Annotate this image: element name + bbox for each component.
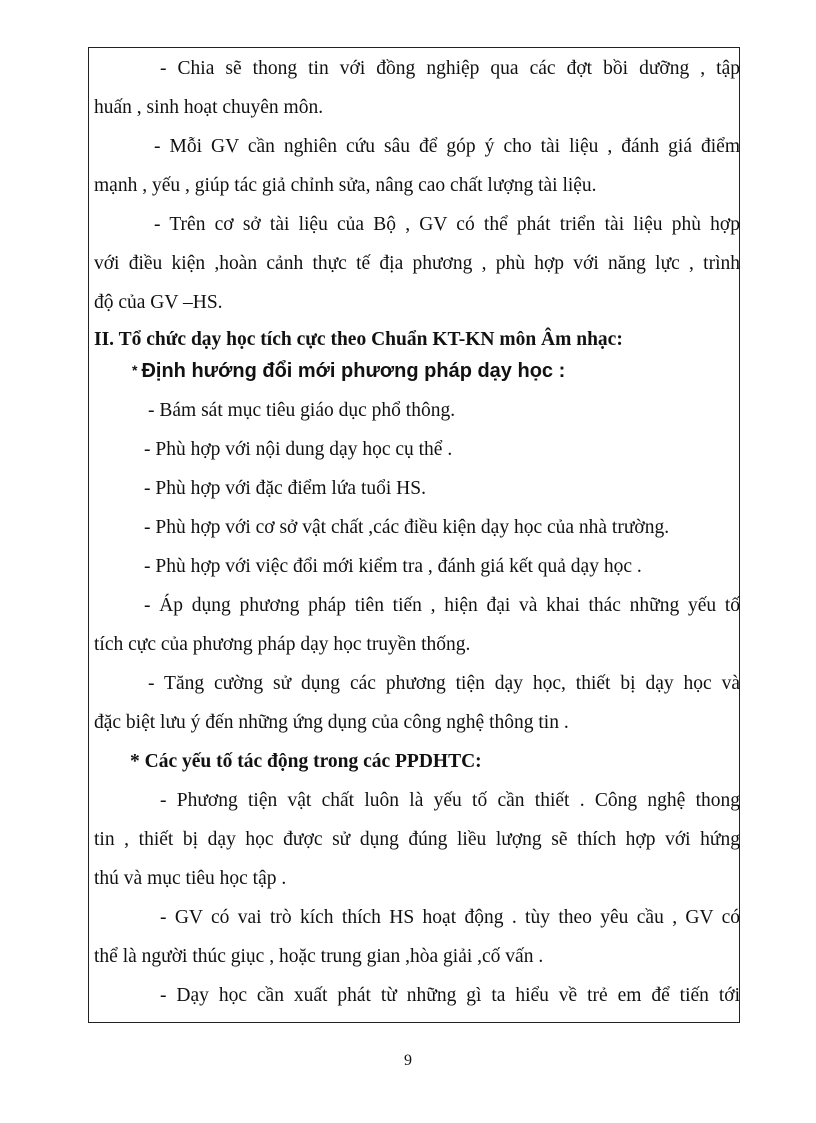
text-line-5: - Trên cơ sở tài liệu của Bộ , GV có thể phát triển tài liệu phù hợp [154,214,740,235]
subheading-text: Định hướng đổi mới phương pháp dạy học : [141,360,566,382]
page-number: 9 [404,1052,412,1069]
text-line-24: thể là người thúc giục , hoặc trung gian ,hòa giải ,cố vấn . [94,946,544,967]
text-line-16: tích cực của phương pháp dạy học truyền thống. [94,634,471,655]
text-line-6: với điều kiện ,hoàn cảnh thực tế địa phương , phù hợp với năng lực , trình [94,253,740,274]
text-line-15: - Áp dụng phương pháp tiên tiến , hiện đại và khai thác những yếu tố [144,595,740,616]
text-line-1: - Chia sẽ thong tin với đồng nghiệp qua các đợt bồi dưỡng , tập [160,58,740,79]
subheading-factors: * Các yếu tố tác động trong các PPDHTC: [130,751,482,772]
text-line-13: - Phù hợp với cơ sở vật chất ,các điều kiện dạy học của nhà trường. [144,517,670,538]
text-line-23: - GV có vai trò kích thích HS hoạt động . tùy theo yêu cầu , GV có [160,907,740,928]
text-line-25: - Dạy học cần xuất phát từ những gì ta hiểu về trẻ em để tiến tới [160,985,740,1006]
text-line-22: thú và mục tiêu học tập . [94,868,287,889]
text-line-17: - Tăng cường sử dụng các phương tiện dạy học, thiết bị dạy học và [148,673,740,694]
text-line-12: - Phù hợp với đặc điểm lứa tuổi HS. [144,478,426,499]
subheading-orientation [94,358,740,383]
text-line-20: - Phương tiện vật chất luôn là yếu tố cần thiết . Công nghệ thong [160,790,740,811]
star-bullet-icon: * [132,362,138,378]
text-line-11: - Phù hợp với nội dung dạy học cụ thể . [144,439,453,460]
text-line-14: - Phù hợp với việc đổi mới kiểm tra , đánh giá kết quả dạy học . [144,556,642,577]
text-line-3: - Mỗi GV cần nghiên cứu sâu để góp ý cho tài liệu , đánh giá điểm [154,136,740,157]
text-line-21: tin , thiết bị dạy học được sử dụng đúng liều lượng sẽ thích hợp với hứng [94,829,740,850]
text-line-18: đặc biệt lưu ý đến những ứng dụng của công nghệ thông tin . [94,712,569,733]
section-heading: II. Tổ chức dạy học tích cực theo Chuẩn KT-KN môn Âm nhạc: [94,329,623,350]
text-line-10: - Bám sát mục tiêu giáo dục phổ thông. [148,400,456,421]
text-line-7: độ của GV –HS. [94,292,223,313]
text-line-4: mạnh , yếu , giúp tác giả chỉnh sửa, nâng cao chất lượng tài liệu. [94,175,597,196]
text-line-2: huấn , sinh hoạt chuyên môn. [94,97,324,118]
